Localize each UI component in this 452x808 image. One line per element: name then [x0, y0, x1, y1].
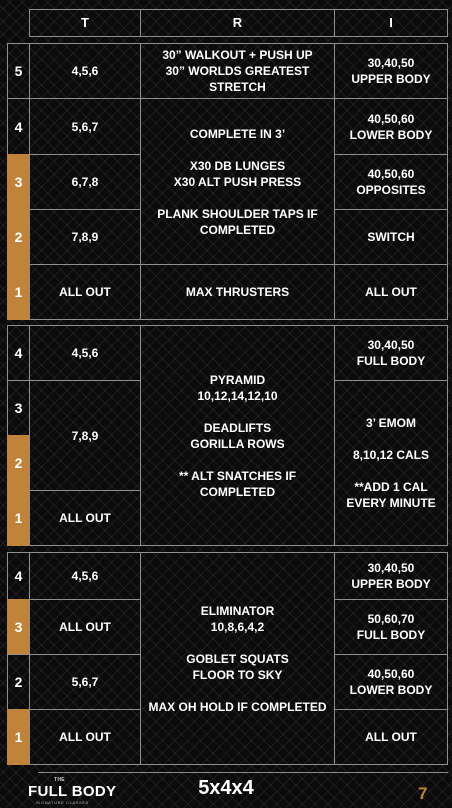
block2-round-2: 2	[7, 435, 30, 491]
block3-i-cell: ALL OUT	[334, 709, 448, 765]
block3-t-cell: 5,6,7	[29, 654, 141, 710]
block1-round-4: 4	[7, 98, 30, 155]
header-r: R	[140, 9, 335, 37]
logo-small-text: THE	[54, 777, 65, 783]
block1-r-warmup: 30” WALKOUT + PUSH UP 30” WORLDS GREATEST STRETCH	[140, 43, 335, 99]
block3-round-3: 3	[7, 599, 30, 655]
block3-i-cell: 30,40,50 UPPER BODY	[334, 552, 448, 600]
block3-t-cell: ALL OUT	[29, 709, 141, 765]
block1-t-cell: 6,7,8	[29, 154, 141, 210]
block1-round-3: 3	[7, 154, 30, 210]
block2-round-3: 3	[7, 380, 30, 436]
page-number: 7	[418, 784, 428, 803]
block3-t-cell: 4,5,6	[29, 552, 141, 600]
block2-i-cell: 30,40,50 FULL BODY	[334, 325, 448, 381]
block2-t-cell: 7,8,9	[29, 380, 141, 491]
block2-round-4: 4	[7, 325, 30, 381]
block2-t-cell: ALL OUT	[29, 490, 141, 546]
block3-round-1: 1	[7, 709, 30, 765]
block1-i-cell: 30,40,50 UPPER BODY	[334, 43, 448, 99]
block1-t-cell: 4,5,6	[29, 43, 141, 99]
block2-round-1: 1	[7, 490, 30, 546]
block2-t-cell: 4,5,6	[29, 325, 141, 381]
block1-t-cell: 5,6,7	[29, 98, 141, 155]
block1-round-1: 1	[7, 264, 30, 320]
header-i: I	[334, 9, 448, 37]
block1-i-cell: 40,50,60 LOWER BODY	[334, 98, 448, 155]
block1-t-cell: ALL OUT	[29, 264, 141, 320]
workout-title: 5x4x4	[198, 777, 254, 799]
block3-t-cell: ALL OUT	[29, 599, 141, 655]
block3-i-cell: 40,50,60 LOWER BODY	[334, 654, 448, 710]
block1-t-cell: 7,8,9	[29, 209, 141, 265]
block1-i-cell: SWITCH	[334, 209, 448, 265]
block1-i-cell: ALL OUT	[334, 264, 448, 320]
logo-text: FULL BODY	[28, 783, 117, 800]
block1-r-finisher: MAX THRUSTERS	[140, 264, 335, 320]
block3-round-2: 2	[7, 654, 30, 710]
block1-r-workout: COMPLETE IN 3’ X30 DB LUNGES X30 ALT PUSH PRESS PLANK SHOULDER TAPS IF COMPLETED	[140, 98, 335, 265]
block3-r-workout: ELIMINATOR 10,8,6,4,2 GOBLET SQUATS FLOOR TO SKY MAX OH HOLD IF COMPLETED	[140, 552, 335, 765]
full-body-logo	[26, 777, 117, 806]
header-t: T	[29, 9, 141, 37]
block1-i-cell: 40,50,60 OPPOSITES	[334, 154, 448, 210]
block3-i-cell: 50,60,70 FULL BODY	[334, 599, 448, 655]
logo-subtext: SIGNATURE CLASSES	[36, 800, 89, 805]
footer-divider	[38, 772, 448, 773]
block1-round-5: 5	[7, 43, 30, 99]
block3-round-4: 4	[7, 552, 30, 600]
block1-round-2: 2	[7, 209, 30, 265]
block2-r-workout: PYRAMID 10,12,14,12,10 DEADLIFTS GORILLA ROWS ** ALT SNATCHES IF COMPLETED	[140, 325, 335, 546]
block2-i-cell: 3’ EMOM 8,10,12 CALS **ADD 1 CAL EVERY MINUTE	[334, 380, 448, 546]
